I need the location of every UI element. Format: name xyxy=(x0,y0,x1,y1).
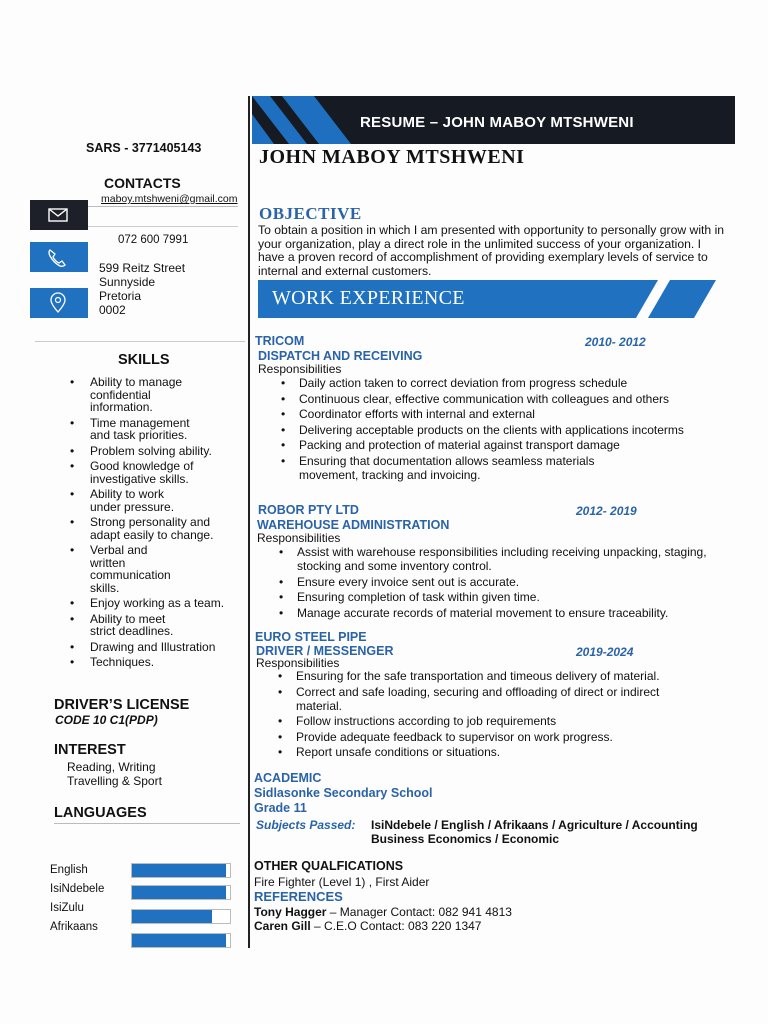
reference-name: Tony Hagger xyxy=(254,905,327,919)
list-item: • Ensuring completion of task within given time. xyxy=(277,590,707,604)
academic-grade: Grade 11 xyxy=(254,801,307,815)
license-heading: DRIVER’S LICENSE xyxy=(54,697,190,713)
list-item: • Ensuring that documentation allows seamless materials movement, tracking and invoicing. xyxy=(279,454,619,482)
language-level-bar xyxy=(131,863,231,878)
address-line: 599 Reitz Street xyxy=(99,261,186,275)
skills-list xyxy=(64,376,234,671)
responsibilities-label: Responsibilities xyxy=(257,531,341,545)
language-level-fill xyxy=(132,886,226,899)
job-dates: 2010- 2012 xyxy=(585,335,646,349)
phone-icon xyxy=(30,242,88,272)
job-role: WAREHOUSE ADMINISTRATION xyxy=(257,518,450,532)
language-name: IsiNdebele xyxy=(50,883,105,895)
interest-item: Travelling & Sport xyxy=(67,774,162,788)
job-duties-list xyxy=(277,545,707,621)
language-level-bar xyxy=(131,909,231,924)
job-role: DISPATCH AND RECEIVING xyxy=(258,349,423,363)
language-name: IsiZulu xyxy=(50,902,84,914)
list-item: • Follow instructions according to job requirements xyxy=(276,714,706,728)
interest-list xyxy=(67,760,162,788)
address-line: Pretoria xyxy=(99,289,142,303)
academic-heading: ACADEMIC xyxy=(254,771,322,785)
list-item: • Coordinator efforts with internal and external xyxy=(279,407,729,421)
list-item: • Ensure every invoice sent out is accurate. xyxy=(277,575,707,589)
sars-number: SARS - 3771405143 xyxy=(86,141,202,155)
language-level-fill xyxy=(132,934,226,947)
other-qualifications-heading: OTHER QUALFICATIONS xyxy=(254,859,404,873)
interest-item: Reading, Writing xyxy=(67,760,156,774)
interest-heading: INTEREST xyxy=(54,742,126,758)
job-role: DRIVER / MESSENGER xyxy=(256,644,394,658)
list-item: • Correct and safe loading, securing and offloading of direct or indirect material. xyxy=(276,685,706,713)
reference-detail: – C.E.O Contact: 083 220 1347 xyxy=(310,919,482,933)
list-item: • Daily action taken to correct deviation from progress schedule xyxy=(279,376,729,390)
objective-text: To obtain a position in which I am presented with opportunity to personally grow with in your organization, play a direct role in the unlimited success of your organization. I have a proven record of accomplishment of providing exemplary levels of service to internal and external customers. xyxy=(258,223,725,278)
language-level-bar xyxy=(131,885,231,900)
reference-item xyxy=(254,905,512,919)
location-pin-icon xyxy=(30,288,88,318)
job-dates: 2019-2024 xyxy=(576,645,634,659)
phone-number: 072 600 7991 xyxy=(118,234,189,246)
list-item: • Strong personality and adapt easily to change. xyxy=(64,516,230,541)
address-line: Sunnyside xyxy=(99,275,156,289)
list-item: • Provide adequate feedback to supervisor on work progress. xyxy=(276,730,706,744)
list-item: • Ensuring for the safe transportation and timeous delivery of material. xyxy=(276,669,706,683)
language-name: English xyxy=(50,864,88,876)
list-item: • Time management and task priorities. xyxy=(64,417,194,442)
contacts-heading: CONTACTS xyxy=(104,175,181,191)
language-level-fill xyxy=(132,864,226,877)
list-item: • Report unsafe conditions or situations. xyxy=(276,745,706,759)
list-item: • Drawing and Illustration xyxy=(64,641,234,654)
address-line: 0002 xyxy=(99,303,126,317)
references-heading: REFERENCES xyxy=(254,889,343,904)
list-item: • Ability to manage confidential information. xyxy=(64,376,190,414)
job-company: EURO STEEL PIPE xyxy=(255,630,367,644)
list-item: • Verbal and written communication skills. xyxy=(64,544,180,595)
responsibilities-label: Responsibilities xyxy=(256,656,340,670)
list-item: • Problem solving ability. xyxy=(64,445,234,458)
candidate-name: JOHN MABOY MTSHWENI xyxy=(259,146,525,168)
skills-heading: SKILLS xyxy=(118,352,170,368)
license-code: CODE 10 C1(PDP) xyxy=(55,713,158,727)
list-item: • Enjoy working as a team. xyxy=(64,597,234,610)
job-company: ROBOR PTY LTD xyxy=(258,503,359,517)
reference-name: Caren Gill xyxy=(254,919,311,933)
reference-detail: – Manager Contact: 082 941 4813 xyxy=(326,905,512,919)
subjects-text: IsiNdebele / English / Afrikaans / Agriculture / Accounting Business Economics / Economic xyxy=(371,818,698,846)
banner-title: RESUME – JOHN MABOY MTSHWENI xyxy=(360,114,634,131)
envelope-icon xyxy=(30,200,88,230)
responsibilities-label: Responsibilities xyxy=(258,362,342,376)
objective-heading: OBJECTIVE xyxy=(259,204,362,223)
column-divider xyxy=(248,96,250,948)
list-item: • Continuous clear, effective communication with colleagues and others xyxy=(279,392,729,406)
job-duties-list xyxy=(276,669,706,761)
list-item: • Ability to meet strict deadlines. xyxy=(64,613,190,638)
list-item: • Good knowledge of investigative skills. xyxy=(64,460,206,485)
job-company: TRICOM xyxy=(255,334,305,348)
language-level-bar xyxy=(131,933,231,948)
list-item: • Assist with warehouse responsibilities including receiving unpacking, staging, stocking and some inventory control. xyxy=(277,545,707,573)
language-level-fill xyxy=(132,910,212,923)
divider xyxy=(54,823,240,824)
academic-school: Sidlasonke Secondary School xyxy=(254,786,433,800)
work-experience-heading: WORK EXPERIENCE xyxy=(272,287,465,309)
divider xyxy=(88,206,238,207)
address-block xyxy=(99,261,185,317)
reference-item xyxy=(254,919,481,933)
list-item: • Ability to work under pressure. xyxy=(64,488,186,513)
list-item: • Delivering acceptable products on the clients with applications incoterms xyxy=(279,423,729,437)
job-duties-list xyxy=(279,376,729,483)
languages-heading: LANGUAGES xyxy=(54,805,147,821)
divider xyxy=(88,226,238,227)
language-name: Afrikaans xyxy=(50,921,98,933)
email-link[interactable]: maboy.mtshweni@gmail.com xyxy=(101,193,238,205)
other-qualifications-text: Fire Fighter (Level 1) , First Aider xyxy=(254,875,430,889)
divider xyxy=(35,341,245,342)
list-item: • Packing and protection of material against transport damage xyxy=(279,438,729,452)
subjects-label: Subjects Passed: xyxy=(256,818,356,832)
job-dates: 2012- 2019 xyxy=(576,504,637,518)
list-item: • Techniques. xyxy=(64,656,234,669)
list-item: • Manage accurate records of material movement to ensure traceability. xyxy=(277,606,707,620)
